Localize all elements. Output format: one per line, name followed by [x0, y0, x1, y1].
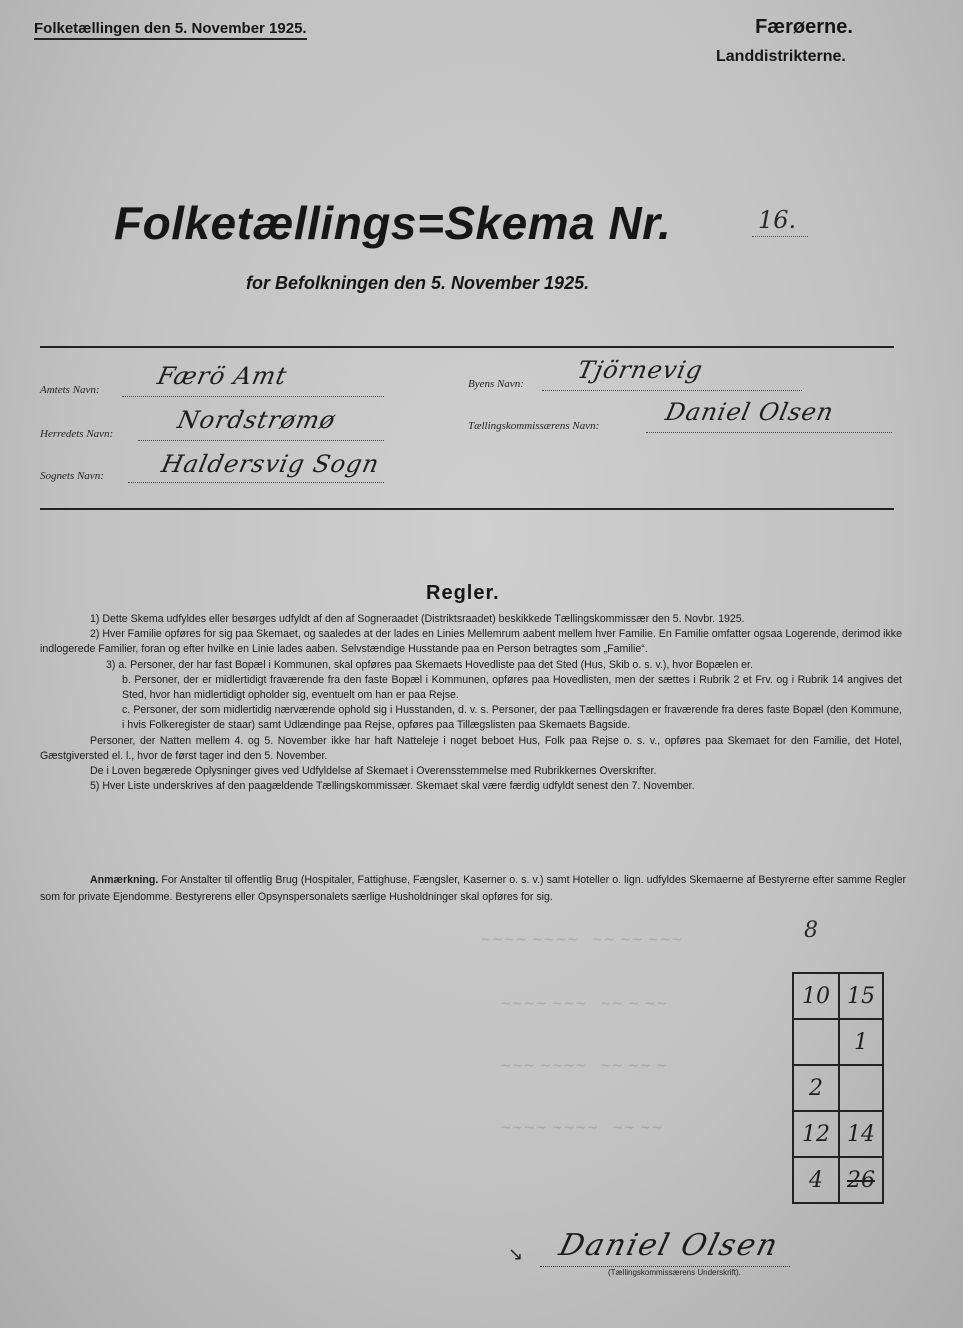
rule-2: 2) Hver Familie opføres for sig paa Skemaet, og saaledes at der lades en Linies Mellemrum aabent mellem hver Familie. En Familie omfatter ogsaa Logerende, derimod ikke indlogerede Familier, foran og efter hvilke en Linie lades aaben. Selvstændige Husstande paa en Person betragtes som „Familie“.: [40, 628, 902, 656]
tally-cell[interactable]: 14: [839, 1111, 883, 1157]
form-title: Folketællings=Skema Nr.: [114, 197, 672, 249]
herred-label: Herredets Navn:: [40, 428, 114, 440]
tally-cell[interactable]: 1: [839, 1019, 883, 1065]
form-number-line: [752, 236, 808, 237]
tally-cell[interactable]: 10: [793, 973, 839, 1019]
form-subtitle: for Befolkningen den 5. November 1925.: [246, 273, 590, 293]
tally-cell[interactable]: 15: [839, 973, 883, 1019]
tally-row: [793, 1157, 883, 1203]
amt-value[interactable]: Færö Amt: [155, 362, 290, 390]
byens-value[interactable]: Tjörnevig: [575, 356, 706, 384]
rules-title: Regler.: [426, 582, 500, 604]
rule-1: 1) Dette Skema udfyldes eller besørges udfyldt af den af Sogneraadet (Distriktsraadet) beskikkede Tællingskommissær den 5. Novbr. 1925.: [90, 613, 745, 625]
kommissaer-value[interactable]: Daniel Olsen: [663, 398, 837, 426]
region-label: Færøerne.: [755, 16, 853, 38]
bleed-through-text: ~~~~ ~~~~ ~~ ~~ ~~~: [480, 932, 683, 948]
tally-row: [793, 1111, 883, 1157]
kommissaer-label: Tællingskommissærens Navn:: [468, 420, 600, 432]
rule-3a: 3) a. Personer, der har fast Bopæl i Kommunen, skal opføres paa Skemaets Hovedliste paa det Sted (Hus, Skib o. s. v.), hvor Bopælen er.: [106, 658, 753, 671]
rules-text: [40, 612, 902, 794]
bleed-through-text: ~~~~ ~~~ ~~ ~ ~~: [500, 996, 668, 1012]
bottom-divider: [40, 508, 894, 510]
byens-line: [542, 390, 802, 391]
note-text: For Anstalter til offentlig Brug (Hospitaler, Fattighuse, Fængsler, Kaserner o. s. v.) samt Hoteller o. lign. udfyldes Skemaerne af Bestyrerne efter samme Regler som for private Ejendomme. Bestyrerens eller Opsynspersonalets særlige Husholdninger skal opføres for sig.: [40, 874, 906, 903]
sogn-label: Sognets Navn:: [40, 470, 104, 482]
tally-table: [792, 972, 884, 1204]
note-label: Anmærkning.: [90, 874, 159, 886]
sogn-value[interactable]: Haldersvig Sogn: [159, 450, 383, 478]
tally-cell[interactable]: [839, 1065, 883, 1111]
census-header: Folketællingen den 5. November 1925.: [34, 20, 307, 40]
note-block: [40, 872, 906, 906]
byens-label: Byens Navn:: [468, 378, 524, 390]
rule-6: 5) Hver Liste underskrives af den paagældende Tællingskommissær. Skemaet skal være færdig udfyldt senest den 7. November.: [90, 780, 695, 793]
rule-5: De i Loven begærede Oplysninger gives ved Udfyldelse af Skemaet i Overensstemmelse med Rubrikkernes Overskrifter.: [90, 765, 657, 778]
form-number: 16.: [758, 206, 797, 234]
pointer-mark-icon: ↘: [508, 1244, 524, 1264]
amt-label: Amtets Navn:: [40, 384, 100, 396]
signature-line: [540, 1266, 790, 1267]
signature: Daniel Olsen: [555, 1228, 783, 1263]
rule-3c: c. Personer, der som midlertidig nærværende ophold sig i Husstanden, d. v. s. Personer, der paa Tællingsdagen er fraværende fra deres faste Bopæl (den Kommune, i hvis Folkeregister de staar) samt Udlændinge paa Rejse, opføres paa Tillægslisten paa Skemaets Bagside.: [122, 704, 902, 732]
herred-line: [138, 440, 384, 441]
tally-cell[interactable]: 26: [839, 1157, 883, 1203]
bleed-through-text: ~~~~ ~~~~ ~~ ~~: [500, 1120, 664, 1136]
herred-value[interactable]: Nordstrømø: [175, 406, 339, 434]
tally-cell[interactable]: 12: [793, 1111, 839, 1157]
rule-4: Personer, der Natten mellem 4. og 5. November ikke har haft Natteleje i noget beboet Hus, Folk paa Rejse o. s. v., opføres paa Skemaet for den Familie, det Hotel, Gæstgiversted el. l., hvor de først tager ind den 5. November.: [40, 734, 902, 762]
tally-cell[interactable]: [793, 1019, 839, 1065]
district-label: Landdistrikterne.: [716, 48, 846, 65]
tally-row: [793, 973, 883, 1019]
tally-cell[interactable]: 2: [793, 1065, 839, 1111]
kommissaer-line: [646, 432, 892, 433]
tally-row: [793, 1065, 883, 1111]
amt-line: [122, 396, 384, 397]
rule-3b: b. Personer, der er midlertidigt fraværende fra den faste Bopæl i Kommunen, opføres paa Hovedlisten, men der sættes i Rubrik 2 et Frv. og i Rubrik 14 angives det Sted, hvor han midlertidigt opholder sig, eventuelt om han er paa Rejse.: [122, 673, 902, 702]
tally-mark: 8: [804, 918, 818, 943]
signature-caption: (Tællingskommissærens Underskrift).: [608, 1268, 741, 1277]
tally-cell[interactable]: 4: [793, 1157, 839, 1203]
tally-row: [793, 1019, 883, 1065]
bleed-through-text: ~~~ ~~~~ ~~ ~~ ~: [500, 1058, 668, 1074]
top-divider: [40, 346, 894, 348]
sogn-line: [128, 482, 384, 483]
